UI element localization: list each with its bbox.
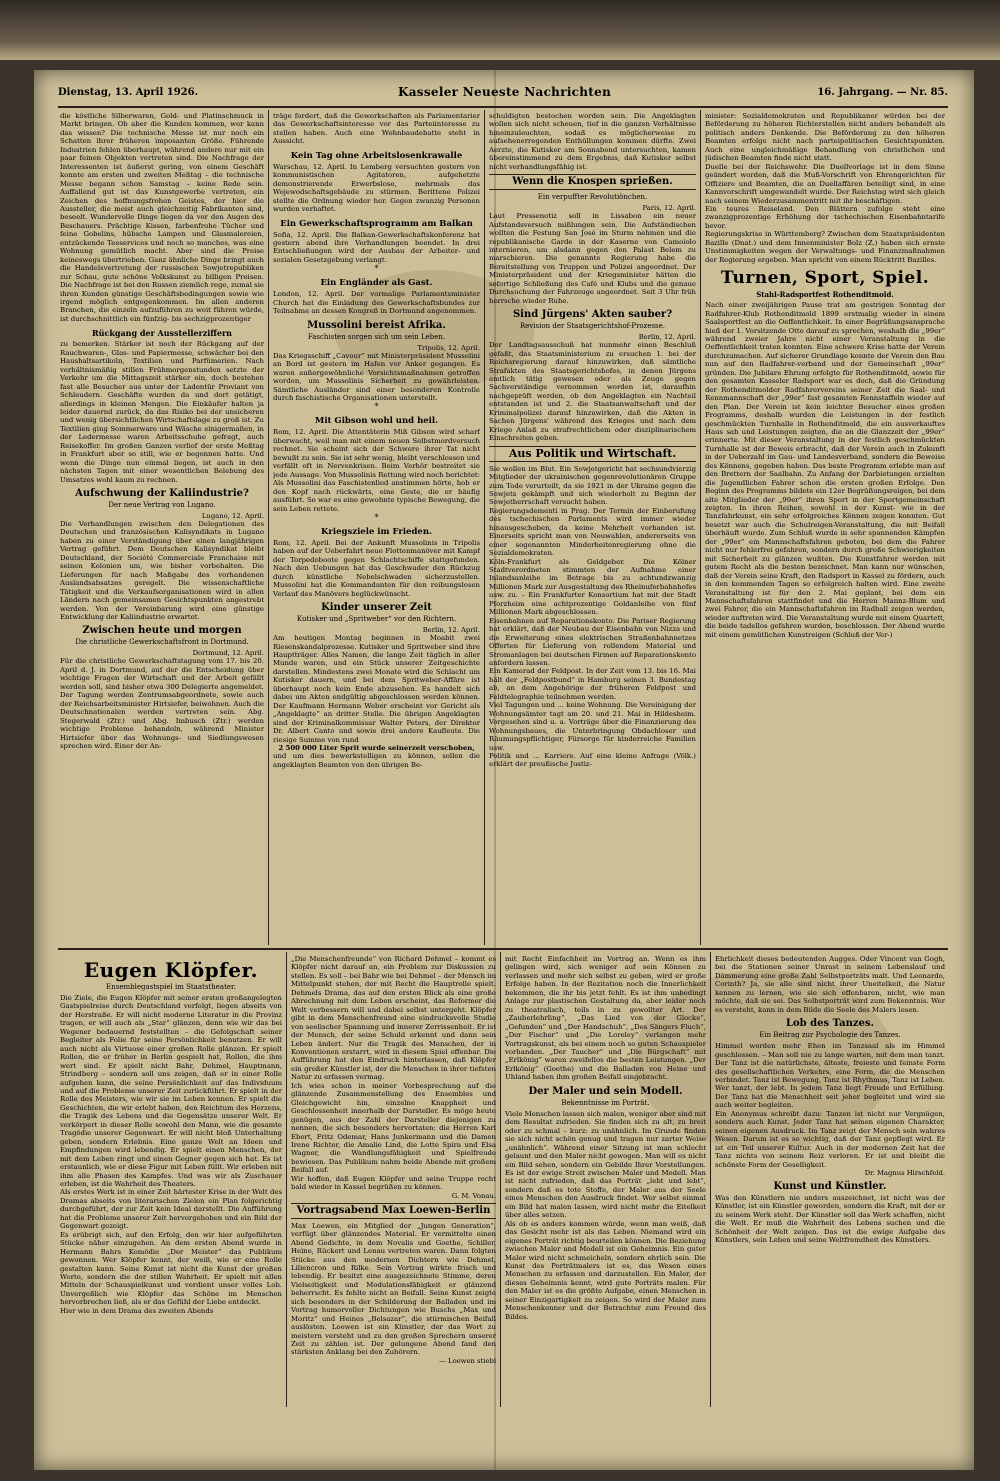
dateline: Paris, 12. April. bbox=[642, 204, 696, 213]
article-column-2 bbox=[273, 112, 480, 944]
dateline: Dortmund, 12. April. bbox=[192, 649, 264, 658]
article-column-1 bbox=[60, 112, 264, 944]
author-signature: Dr. Magnus Hirschfeld. bbox=[864, 1168, 945, 1177]
author-signature: — Loewen stiebl bbox=[439, 1356, 496, 1365]
headline: Mussolini bereist Afrika. bbox=[307, 319, 446, 331]
article-text: „Die Menschenfreunde“ von Richard Dehmel – kommt es Klöpfer nicht darauf an, ein Problem zur Diskussion zu stellen. Es soll – bei Bahr wie bei Dehmel – der Mensch im Mittelpunkt stehen, der mit Recht die Hauptrolle spielt. Dehmels Drama, das auf den ersten Blick als eine große Abrechnung mit dem Leben erscheint, das Reformer die Welt verbessern will und dabei selbst untergeht. Klöpfer gibt in dem Menschenfreund eine eindrucksvolle Studie von seelischer Spannung und innerer Zerrissenheit. Er ist der Mensch, der seine Schuld erkennt und dann sein Leben ändert. Nur die Tragik des Menschen, der in Konventionen erstarrt, wird in diesem Spiel offenbar. Die Aufführung hat den Eindruck hinterlassen, daß Klöpfer ein großer Künstler ist, der die Menschen in ihrer tiefsten Natur zu erfassen vermag. bbox=[291, 955, 496, 1082]
article-text: Politik und ... Karriere. Auf eine kleine Anfrage (Völk.) erklärt der preußische Justiz- bbox=[489, 752, 696, 769]
dateline: Tripolis, 12. April. bbox=[417, 343, 480, 352]
article-text: Ich wies schon in meiner Vorbesprechung auf die glänzende Zusammenstellung des Ensembles und Gleichgewicht hin, einzelne Knappheit und Geschlossenheit innerhalb der Darsteller. Es möge heute genügen, aus der Zahl der Darsteller diejenigen zu nennen, die sich besonders hervortaten: die Herren Karl Ebert, Fritz Odemar, Hans Junkermann und die Damen Irene Richter, die Amalie Lind, die Lotte Spira und Elsa Wagner, die Wandlungsfähigkeit und Spielfreude bewiesen. Das Publikum nahm beide Abende mit großem Beifall auf. bbox=[291, 1081, 496, 1175]
article-text: träge fordert, daß die Gewerkschaften als Parlamentarier das Gewerkschaftsinteresse vor das Parteiinteresse zu stellen haben. Auch eine Wohnbaudebatte steht in Aussicht. bbox=[273, 112, 480, 146]
article-text: Max Loewen, ein Mitglied der „Jungen Generation“, verfügt über glänzendes Material. Er vermittelte einen Abend Gedichte, in dem Novalis und Goethe, Schiller, Heine, Rückert und Lenau vertreten waren. Dann folgten Stücke aus den modernen Dichtern wie Dehmel, Liliencron und Rilke. Sein Vortrag wirkte frisch und lebendig. Er besitzt eine ausgezeichnete Stimme, deren Vielseitigkeit und Modulationsfähigkeit er glänzend beherrscht. Es fehlte nicht an Beifall. Seine Kunst zeigte sich besonders in der Schilderung der Balladen und im Vortrag humorvoller Dichtungen wie Buschs „Max und Moritz“ und Heines „Belsazar“, die stürmischen Beifall auslösten. Loewen ist ein Künstler, der das Wort zu meistern versteht und zu den großen Sprechern unserer Zeit zu zählen ist. Der gelungene Abend fand den stärksten Anklang bei den Zuhörern. bbox=[291, 1221, 496, 1357]
article-text: London, 12. April. Der vormalige Parlamentsminister Church hat die Einladung des Gewerkschaftsbundes zur Teilnahme an dessen Kongreß in Dortmund angenommen. bbox=[273, 290, 480, 316]
article-text: Als erstes Werk ist in einer Zeit härtester Krise in der Welt des Dramas abseits von literarischen Zielen ein Plan folgerichtig durchgeführt, der zur Zeit kein Ideal darstellt. Die Aufführung hat die Probleme unserer Zeit hervorgehoben und ein Bild der Gegenwart gezeigt. bbox=[60, 1188, 282, 1231]
column-rule bbox=[710, 952, 711, 1407]
subline: Ein verpuffter Revolutiönchen. bbox=[537, 193, 648, 202]
article-text: Nach einer zweijährigen Pause trat am gestrigen Sonntag der Radfahrer-Klub Rothenditmold 1899 erstmalig wieder in einem Saalsportfest an die Oeffentlichkeit. In einer Begrüßungsansprache hieß der 1. Vorsitzende Otto darauf zu sprechen, weshalb die „99er“ während zweier Jahre nicht einer Veranstaltung in die Oeffentlichkeit traten konnten. Eine schwere Krise hatte der Verein durchzumachen. Auf sicherer Grundlage konnte der Verein den Bau nun auf den Radfahrer-verband und der Gemeinschaft „99er“ gründen. Die Jubilare Ehrung erfolgte für Rothenditmold, sowie für den gesamten Kasseler Radsport war es doch, daß die Gründung der Rothenditmolder Radfahrervereins seiner Zeit die Saal- und Rennmannschaft der „99er“ fast gesamten Rennstaffeln wieder auf den Plan. Der Verein ist kein leichter Besucher eines großen Programms, deshalb wurden die Leistungen in der festlich geschmückten Turnhalle in Rothenditmold, die ein ausverkauftes Haus sah und Leistungen zeigten, die an die Glanzzeit der „99er“ erinnerte. Mit dieser Veranstaltung in der festlich geschmückten Turnhalle ist der Beweis erbracht, daß der Verein auch in Zukunft in der Ueberzahl im Gau- und Landesverband, sondern die Beweise des Könnens, gegeben haben. Das beste Programm erlebte man auf den Brettern der Saalbahn. Zu Anfang der Darbietungen erzielten die Jugendlichen Fahrer schon die ersten großen Erfolge. Den Beginn des Programms bildete ein 12er Begrüßungsreigen, bei dem alte Mitglieder der „99er“ ihren Sport in der Sportgemeinschaft zeigten. In ihren Reihen, sowohl in der Kunst- wie in der Tanzfahrkunst, ein sehr erfolgreiches Können zeigen konnten. Gut besetzt war auch die Schulreigen-Veranstaltung, die mit Beifall überhäuft wurde. Zum Schluß wurde in sehr spannenden Kämpfen der „99er“ ein Mannschaftsfahren geboten, bei dem die Fahrer nicht nur fehlerfrei gefahren, sondern durch große Schwierigkeiten mit Sicherheit zu glänzen wußten. Die Kunstfahrer werden mit gutem Recht als die besten bezeichnet. Man kann nur wünschen, daß der Verein seine Kraft, den Radsport in Kassel zu fördern, auch in den kommenden Tagen so erfolgreich halten wird. Eine zweite Veranstaltung ist für den 2. Mai geplant, bei dem ein Mannschaftsfahren stattfindet und die Herren Mannz-Blum und zwei Fahrer, die ein Mannschaftsfahren im Radball zeigen werden, wieder auftreten wird. Die Veranstaltung wurde mit einem Quartett, die beide tadellos gefahren wurden, beschlossen. Der Abend wurde mit einem gemütlichen Kunstreigen (Schluß der Ver-) bbox=[705, 301, 945, 639]
article-column-3 bbox=[489, 112, 696, 944]
article-text: schuldigten bestochen worden sein. Die Angeklagten wollen sich nicht scheuen, tief in die ganzen Verhältnisse hineinzuleuchten, sodaß es möglicherweise zu aufsehenerregenden Enthüllungen kommen dürfte. Zwei Aerzte, die Kutisker am Sonnabend untersuchten, kamen übereinstimmend zu dem Ergebnis, daß Kutisker selbst nicht verhandlungsfähig ist. bbox=[489, 112, 696, 171]
article-text: Rom, 12. April. Bei der Ankunft Mussolinis in Tripolis haben auf der Ueberfahrt neue Flottenmanöver mit Kampf der Torpedoboote gegen Schlachtschiffe stattgefunden. Nach den Uebungen hat das Geschwader den Rückzug durch künstliche Nebelschwaden sicherzustellen. Mussolini hat die Kommandanten für den reibungslosen Verlauf des Manövers beglückwünscht. bbox=[273, 538, 480, 598]
article-text: Ein Kamerad der Feldpost. In der Zeit vom 13. bis 16. Mai hält der „Feldpostbund“ in Hamburg seinen 3. Bundestag ab, an dem Angehörige der früheren Feldpost und Feldtelegraphie teilnehmen werden. bbox=[489, 667, 696, 701]
subline: Revision der Staatsgerichtshof-Prozesse. bbox=[519, 322, 666, 331]
dateline: Berlin, 12. April. bbox=[638, 333, 696, 342]
issue-date: Dienstag, 13. April 1926. bbox=[58, 87, 199, 98]
subheading: Rückgang der Ausstellerziffern bbox=[91, 328, 232, 339]
article-text: Als ob es anders kommen würde, wenn man weiß, daß das Gesicht mehr ist als das Leben. Niemand wird ein eigenes Porträt richtig beurteilen können. Die Beziehung zwischen Maler und Modell ist ein Geheimnis. Ein guter Maler wird nicht schmeicheln, sondern ehrlich sein. Die Kunst des Porträtmalers ist es, das Wesen eines Menschen zu erfassen und darzustellen. Ein Maler, der dieses Geheimnis kennt, wird gute Porträts malen. Für den Maler ist es die größte Aufgabe, einen Menschen in seiner Einzigartigkeit zu zeigen. So wird der Maler zum Menschenkenner und der Betrachter zum Freund des Bildes. bbox=[505, 1219, 706, 1321]
headline: Vortragsabend Max Loewen-Berlin bbox=[291, 1203, 496, 1219]
newspaper-title: Kasseler Neueste Nachrichten bbox=[398, 85, 612, 99]
article-text: Hier wie in dem Drama des zweiten Abends bbox=[60, 1306, 214, 1315]
article-text: Rom, 12. April. Die Attentäterin Miß Gibson wird scharf überwacht, weil man mit einem neuen Selbstmordversuch rechnet. Sie scheint sich der Schwere ihrer Tat nicht bewußt zu sein. Sie ist sehr wenig, bleibt verschlossen und verfällt oft in Nervenkrisen. Beim Verhör bestreitet sie jede Aussage. Von Mussolinis Rettung wird noch berichtet: Als Mussolini das Faschistenlied anstimmen hörte, hob er den Kopf nach rückwärts, eine Geste, die er häufig ausführt. So war es eine gewohnte typische Bewegung, die sein Leben rettete. bbox=[273, 428, 480, 513]
article-text: Viel Tagungen und ... keine Wohnung. Die Vereinigung der Wohnungsämter tagt am 20. und 21. Mai in Hildesheim. Vorgesehen sind u. a. Vorträge über die Finanzierung des Wohnungsbaues, die Unterbringung Obdachloser und Räumungspflichtiger, Fürsorge für kinderreiche Familien usw. bbox=[489, 701, 696, 752]
sheet-top-edge bbox=[0, 0, 1000, 60]
column-rule bbox=[286, 952, 287, 1407]
subline: Ensemblegastspiel im Staatstheater. bbox=[106, 983, 236, 991]
article-text: minister: Sozialdemokraten und Republikaner würden bei der Beförderung zu höheren Richterstellen nicht anders behandelt als politisch anders Denkende. Die Beförderung zu den höheren Beamten erfolge nicht nach parteipolitischen Gesichtspunkten. Auch eine ungleichmäßige Behandlung von christlichen und jüdischen Beamten finde nicht statt. bbox=[705, 112, 945, 163]
article-text: die köstliche Silberwaren, Gold- und Platinschmuck in Markt bringen. Ob aber die Kunden kommen, wer kann das wissen? Die technische Messe ist nur noch ein Schatten ihrer früheren imposanten Größe. Führende Industrien fehlen überhaupt, während andere nur mit ein paar feinen Objekten vertreten sind. Die Nachfrage der Interessenten ist äußerst gering, von einem Geschäft konnte am ersten und zweiten Meßtag – die technische Messe begann schon Samstag – keine Rede sein. Auffallend gut ist das Kunstgewerbe vertreten, ein Zeichen des hoffnungsfrohen Geistes, der hier die Aussteller, die meist auch gleichzeitig Fabrikanten sind, beseelt. Wundervolle Dinge liegen da vor den Augen des Beschauers. Prächtige Kissen, farbenfrohe Tücher und feine Gobelins, hübsche Lampen und Glasmalereien, entzückende Teeservices und noch so manches, was eine Wohnung gemütlich macht. Aber sind die Preise keineswegs übertrieben. Ganz ähnliche Dinge bringt auch die Handelsvertretung der russischen Sowjetrepubliken zur Schau, gute schöne Volkskunst zu billigen Preisen. Die Nachfrage ist bei den Russen ziemlich rege, zumal sie ihren Kunden günstige Geschäftsbedingungen sowie wie irgend möglich entgegenkommen. Im allen anderen Branchen, die einzeln aufzuführen zu weit führen würde, ist durchschnittlich ein fünfzig- bis sechzigprozentiger bbox=[60, 112, 264, 323]
headline: Sind Jürgens' Akten sauber? bbox=[512, 309, 673, 321]
article-text: Duelle bei der Reichswehr. Die Duellvorlage ist in dem Sinne geändert worden, daß die Muß-Vorschrift von Ehrengerichten für Offiziere und Beamten, die an Duellaffären beteiligt sind, in eine Kannvorschrift umgewandelt wurde. Der Reichstag wird sich gleich nach seinem Wiederzusammentritt mit ihr beschäftigen. bbox=[705, 162, 945, 205]
article-text: und um dies bewerkstelligen zu können, sollen die angeklagten Beamten von den übrigen Be- bbox=[273, 752, 480, 769]
header-rule bbox=[58, 106, 948, 108]
headline: Wenn die Knospen sprießen. bbox=[489, 174, 696, 190]
article-text: Himmel werden mehr Ehen im Tanzsaal als im Himmel geschlossen. – Man soll nie zu lange warten, mit dem man tanzt. Der Tanz ist die natürlichste, älteste, freieste und feinste Form des gesellschaftlichen Verkehrs, eine Form, die die Menschen verbindet. Tanz ist Bewegung, Tanz ist Rhythmus, Tanz ist Leben. Wer tanzt, der lebt. In jedem Tanz liegt Freude und Erfüllung. Der Tanz hat die Menschheit seit jeher begleitet und wird sie auch weiter begleiten. bbox=[715, 1042, 945, 1110]
subline: Die christliche Gewerkschaftsfront in Dortmund. bbox=[75, 638, 249, 647]
feuilleton-column-2 bbox=[291, 955, 496, 1405]
article-text: Ein teures Reiseland. Den Blättern zufolge steht eine zwanzigprozentige Erhöhung der tschechischen Eisenbahntarife bevor. bbox=[705, 204, 945, 230]
masthead bbox=[58, 85, 948, 105]
article-text: Am heutigen Montag beginnen in Moabit zwei Riesenskandalprozesse. Kutisker und Spritweber sind ihre Hauptträger. Alles Namen, die lange Zeit täglich in aller Munde waren, und ein Stück unserer Zeitgeschichte darstellen. Mindestens zwei Monate wird die Schlacht um Kutisker dauern, und bei dem Spritweber-Affäre ist überhaupt noch kein Ende abzusehen. Es handelt sich dabei um Akten endgültig abgeschlossen werden können. Der Kaufmann Hermann Weber erscheint vor Gericht als „Angeklagte“ an dritter Stelle. Die übrigen Angeklagten sind der Kriminalkommissar Walter Peters, der Direktor Dr. Albert Canto und sowie drei andere Kaufleute. Die riesige Summe von rund bbox=[273, 634, 480, 744]
headline: Kunst und Künstler. bbox=[773, 1180, 887, 1192]
article-text: Für die christliche Gewerkschaftstagung vom 17. bis 20. April d. J. in Dortmund, auf der die Entscheidung über wichtige Fragen der Wirtschaft und der Arbeit gefällt werden soll, sind bisher etwa 300 Delegierte angemeldet. Der Tagung werden Zentrumsabgeordnete, sowie auch der Reichsarbeitsminister Hirtsiefer, beiwohnen. Auch die Deutschnationalen werden vertreten sein. Abg. Stegerwald (Ztr.) und Abg. Imbusch (Ztr.) werden wichtige Probleme behandeln, während Minister Hirtsiefer über das Wohnungs- und Siedlungswesen sprechen wird. Einer der An- bbox=[60, 657, 264, 750]
separator-star: * bbox=[374, 512, 379, 522]
headline: Kinder unserer Zeit bbox=[321, 602, 432, 614]
section-rule bbox=[58, 948, 948, 950]
dateline: Lugano, 12. April. bbox=[201, 512, 264, 521]
article-column-4 bbox=[705, 112, 945, 944]
article-text: Die Ziele, die Eugen Klöpfer mit seiner ersten großangelegten Gastspielreise durch Deutschland verfolgt, liegen abseits von der Herstraße. Er will nicht moderne Literatur in die Provinz tragen, er will auch als „Star“ glänzen, denn wie wir das bei Wegener bedauernd feststellten – die Gefolgschaft seiner Begleiter als Folie für seine Persönlichkeit benutzen. Er will auch nicht als Virtuose einer großen Rolle glänzen. Er spielt Rollen, die er früher in Berlin gespielt hat, Rollen, die ihm wert sind. Er spielt nicht Bahr, Dehmel, Hauptmann, Strindberg – sondern soll uns zeigen, daß er in einer Rolle aufgehen kann, die seine Persönlichkeit auf das Individuum und auf die Probleme unserer Zeit zurückführt. Er spielt in der Rolle des Meisters, wie wir sie im Leben kennen. Er spielt die Geschichten, die wir erlebt haben, den Reichtum des Herzens, die Tragik des Lebens und die Gegensätze unserer Welt. Er verkörpert in dieser Rolle sowohl den Mann, wie die gesamte Tragödie unserer Gegenwart. Er will nicht bloß Unterhaltung geben, sondern Erlebnis. Eine ganze Welt an Ideen und Empfindungen wird lebendig. Er spielt einen Menschen, der mit dem Leben ringt und einen Gegner gegen sich hat. Es ist erstaunlich, wie er diese Figur mit Leben füllt. Wir erleben mit ihm alle Phasen des Kampfes. Und was wir als Zuschauer erleben, ist die Wahrheit des Theaters. bbox=[60, 994, 282, 1188]
article-text: mit Recht Einfachheit im Vortrag an. Wenn es ihm gelingen wird, sich weniger auf sein Können zu verlassen und mehr sich selbst zu geben, wird er große Erfolge haben. In der Rezitation noch die Innerlichkeit bekommen, die ihr bis jetzt fehlt. Es ist ihm unbedingt Anlage zur plastischen Gestaltung da, aber leider noch zu theatralisch, teils in zu gewollter Art. Der „Zauberlehrling“, „Das Lied von der Glocke“, „Gefunden“ und „Der Handschuh“, „Des Sängers Fluch“, „Der Fischer“ und „Die Loreley“ verlangen mehr Vortragskunst, als bei einem noch so guten Schauspieler vorhanden. „Der Taucher“ und „Die Bürgschaft“ mit „Erlkönig“ waren zweifellos die besten Leistungen. „Der Erlkönig“ (Goethe) und die Balladen von Heine und Uhland haben ihm großen Beifall eingebracht. bbox=[505, 955, 706, 1082]
headline: Mit Gibson wohl und heil. bbox=[314, 416, 439, 427]
article-text: Das Kriegsschiff „Cavour“ mit Ministerpräsident Mussolini an Bord ist gestern im Hafen vor Anker gegangen. Es waren außergewöhnliche Vorsichtsmaßnahmen getroffen worden, um Mussolinis Sicherheit zu gewährleisten. Sämtliche Ausländer sind einer besonderen Kontrolle durch faschistische Organisationen unterstellt. bbox=[273, 351, 480, 402]
subline: Ein Beitrag zur Psychologie des Tanzes. bbox=[759, 1031, 901, 1040]
separator-star: * bbox=[374, 264, 379, 274]
article-text: Ein Anonymus schreibt dazu: Tanzen ist nicht nur Vergnügen, sondern auch Kunst. Jeder Tanz hat seinen eigenen Charakter, seinen eigenen Ausdruck. Im Tanz zeigt der Mensch sein wahres Wesen. Darum ist es so wichtig, daß der Tanz gepflegt wird. Er ist ein Teil unserer Kultur. Auch in der modernen Zeit hat der Tanz nichts von seinem Reiz verloren. Er ist und bleibt die schönste Form der Geselligkeit. bbox=[715, 1109, 945, 1169]
headline: Der Maler und sein Modell. bbox=[528, 1085, 683, 1097]
article-highlight: 2 500 000 Liter Sprit wurde seinerzeit verschoben, bbox=[278, 744, 475, 753]
headline: Kein Tag ohne Arbeitslosenkrawalle bbox=[290, 150, 463, 161]
article-text: Viele Menschen lassen sich malen, weniger aber sind mit dem Resultat zufrieden. Sie finden sich zu alt, zu breit oder zu schmal – kurz: zu unähnlich. Im Grunde finden sie sich nicht schön genug und tragen nur zarter Weise „unähnlich“. Während einer Sitzung ist man schlecht gelaunt und den Maler nicht gewogen. Man will es nicht ein Bild sehen, sondern ein Gebilde Ihrer Vorstellungen. Es ist der ewige Streit zwischen Maler und Modell. Man ist nicht zufrieden, daß das Porträt „lebt und lebt“, sondern daß es tote Stoffe, der Maler aus der Seele eines Menschen den Ausdruck findet. Wer selbst einmal ein Bild hat malen lassen, wird nicht mehr die Eitelkeit über alles setzen. bbox=[505, 1109, 706, 1220]
article-text: Sie wollen im Blut. Ein Sowjetgericht hat sechsundvierzig Mitglieder der ukrainischen gegenrevolutionären Gruppe zum Tode verurteilt, da sie 1921 in der Ukraine gegen die Sowjets gekämpft und sich wiederholt zu Beginn der Sowjetherrschaft versucht haben. bbox=[489, 464, 696, 507]
article-text: Regierungsdementi in Prag. Der Termin der Einberufung des tschechischen Parlaments wird immer wieder hinausgeschoben, da keine Mehrheit vorhanden ist. Einerseits spricht man von Neuwahlen, andererseits von einer sogenannten Minderheitenregierung ohne die Sozialdemokraten. bbox=[489, 506, 696, 558]
headline: Ein Engländer als Gast. bbox=[320, 278, 433, 289]
article-text: zu bemerken. Stärker ist noch der Rückgang auf der Rauchwaren-, Glas- und Papiermesse, schwächer bei den Haushaltsartikeln, Textilien und Parfümerien. Nach verhältnismäßig stillen Frühmorgenstunden setzte der Verkehr um die Mittagszeit stärker ein, doch bestehen fast alle Besucher aus unter der Ladentür Proviant von Schleudern. Geschäfte wurden da und dort getätigt, allerdings in kleinen Mengen. Die Einkäufer halten ja leider dauernd zurück, da das Risiko bei der unsicheren und wenig übersichtlichen Wirtschaftslage zu groß ist. Zu Textilien ging Sommerware und Wäsche einigermaßen, in der Ledermesse waren Arbeitsschuhe gefragt, auch Reisekoffer. Im großen Ganzen verlief der erste Meßtag in Frankfurt aber so still, wie er begonnen hatte. Und wenn die Dinge nun einmal liegen, ist auch in den nächsten Tagen mit einer wesentlichen Belebung des Umsatzes wohl kaum zu rechnen. bbox=[60, 340, 264, 484]
separator-star: * bbox=[374, 402, 379, 412]
feuilleton-column-4 bbox=[715, 955, 945, 1405]
subline: Der neue Vertrag von Lugano. bbox=[108, 501, 216, 510]
subline: Bekenntnisse im Porträt. bbox=[561, 1098, 650, 1107]
column-rule bbox=[500, 952, 501, 1407]
headline: Aus Politik und Wirtschaft. bbox=[489, 446, 696, 462]
article-text: Es erübrigt sich, auf den Erfolg, den wir hier aufgeführten Stücke näher einzugehen. An dem ersten Abend wurde in Hermann Bahrs Komödie „Der Meister“ das Publikum gewonnen. Wer Klöpfer kennt, der weiß, wie er eine Rolle gestalten kann. Seine Kunst ist nicht die Kunst der großen Worte, sondern die der stillen Wahrheit. Er spielt mit allen Mitteln der Schauspielkunst und verdient unser volles Lob. Unvergeßlich wie Klöpfer das Schöne im Menschen hervorbrechen ließ, als er das Gefühl der Liebe entdeckt. bbox=[60, 1230, 282, 1307]
column-rule bbox=[268, 110, 269, 945]
headline: Lob des Tanzes. bbox=[785, 1018, 875, 1030]
column-rule bbox=[484, 110, 485, 945]
dateline: Berlin, 12. April. bbox=[422, 626, 480, 635]
article-text: Köln-Frankfurt als Geldgeber. Die Kölner Stadtverordneten stimmten der Aufnahme einer Inlandsanleihe im Betrage bis zu achtundzwanzig Millionen Mark zur Ausgestaltung des Rheinuferbahnhofes usw. zu. – Ein Frankfurter Konsortium hat mit der Stadt Pforzheim eine achtprozentige Goldanleihe von fünf Millionen Mark abgeschlossen. bbox=[489, 557, 696, 617]
column-rule bbox=[700, 110, 701, 945]
subline: Kutisker und „Spritweber“ vor den Richtern. bbox=[296, 615, 457, 624]
article-text: Der Landtagsausschuß hat nunmehr einen Beschluß gefaßt, das Staatsministerium zu ersuchen 1. bei der Reichsregierung darauf hinzuwirken, daß sämtliche Strafakten des Staatsgerichtshofes, in denen Jürgens amtlich tätig gewesen oder als Zeuge gegen Sachverständige vernommen worden ist, daraufhin nachgeprüft werden, ob den Angeklagten ein Nachteil entstanden ist und 2. die Staatsanwaltschaft und der Kriminalpolizei darauf hinzuwirken, daß die Akten in Sachen Jürgens' während des Krieges und nach dem Kriege Anlaß zu strafrechtlichem oder disziplinarischem Einschreiten geben. bbox=[489, 341, 696, 443]
headline: Aufschwung der Kaliindustrie? bbox=[75, 488, 249, 500]
article-text: Ehrlichkeit dieses bedeutenden Augges. Oder Vincent van Gogh, bei die Stationen seiner Unrast in seinem Lebenslauf und Dämmerung eine große Zahl Selbstporträts malt. Und Leonardo, Corinth? Ja, sie alle sind nicht ihrer Uneitelkeit, die Natur kennen zu lernen, wie sie sich offenbaren, nicht, wie man möchte, daß sie sei. Das Selbstporträt wird zum Bekenntnis. Wer es versteht, kann in dem Bilde die Seele des Malers lesen. bbox=[715, 955, 945, 1014]
article-text: Wir hoffen, daß Eugen Klöpfer und seine Truppe recht bald wieder in Kassel begrüßen zu können. bbox=[291, 1174, 496, 1192]
article-text: Eisenbahnen auf Reparationskonto. Die Pariser Regierung hat erklärt, daß der Neubau der Eisenbahn von Nizza und die Erweiterung eines elektrischen Straßenbahnnetzes Offerten für Lieferung von rollendem Material und Stromanlagen bei deutschen Firmen auf Reparationskonto anfordern lassen. bbox=[489, 616, 696, 668]
feuilleton-column-1 bbox=[60, 955, 282, 1405]
section-headline: Turnen, Sport, Spiel. bbox=[720, 268, 930, 289]
feuilleton-column-3 bbox=[505, 955, 706, 1405]
issue-number: 16. Jahrgang. — Nr. 85. bbox=[817, 87, 948, 98]
article-text: Die Verhandlungen zwischen den Delegationen des Deutschen und französischen Kalisyndikats in Lugano haben zu einer Verständigung über einen langjährigen Vertrag geführt. Dem Deutschen Kalisyndikat bleibt Deutschland, der Société Commerciale Franchaise mit seinen Kolonien um, wie bisher vorbehalten. Die Lieferungen für nach Maßgabe des vorhandenen Auslandsabsatzes geregelt. Die wissenschaftliche Tätigkeit und die Verkaufsorganisationen wird in allen Ländern nach gemeinsamen Gesichtspunkten angestrebt werden. Von der Vereinbarung wird eine günstige Entwicklung der Kaliindustrie erwartet. bbox=[60, 520, 264, 622]
headline: Kriegsziele im Frieden. bbox=[321, 526, 432, 537]
section-headline: Eugen Klöpfer. bbox=[83, 958, 259, 982]
subline: Stahl-Radsportfest Rothenditmold. bbox=[756, 290, 894, 300]
article-text: Warschau, 12. April. In Lemberg versuchten gestern von kommunistischen Agitatoren, aufgehetzte demonstrierende Erwerbslose, mehrmals das Wojewodschaftsgebäude zu stürmen. Berittene Polizei stellte die Ordnung wieder her. Gegen zwanzig Personen wurden verhaftet. bbox=[273, 162, 480, 214]
author-signature: G. M. Vonau. bbox=[451, 1191, 496, 1200]
article-text: Laut Pressenotiz soll in Lissabon ein neuer Aufstandsversuch mißlungen sein. Die Aufständischen wollten die Festung San José im Sturm nehmen und die republikanische Garde in der Kaserne von Camoiolo internieren, um alsdann gegen den Palast Belem zu marschieren. Die genannte Regierung habe die Bereitstellung von Truppen und Polizei angeordnet. Der Ministerpräsident und der Kriegsminister hätten die sofortige Schließung des Café und Klubs und die genaue Durchsuchung der Fahrzeuge angeordnet. Seit 3 Uhr früh herrsche wieder Ruhe. bbox=[489, 212, 696, 305]
subline: Faschisten sorgen sich um sein Leben. bbox=[307, 332, 446, 341]
headline: Zwischen heute und morgen bbox=[82, 625, 242, 637]
headline: Ein Gewerkschaftsprogramm am Balkan bbox=[280, 218, 473, 229]
article-text: Was den Künstlern nie anders auszeichnet, ist nicht was der Künstler, ist ein Künstler geworden, sondern die Kraft, mit der er zu seinem Werk steht. Der Künstler soll das Werk schaffen, nicht die Welt. Er muß die Wahrheit des Lebens suchen und die Schönheit der Welt zeigen. Das ist die ewige Aufgabe des Künstlers, sein Leben und seine Weltfremdheit des Künstlers. bbox=[715, 1193, 945, 1245]
article-text: Sofia, 12. April. Die Balkan-Gewerkschaftskonferenz hat gestern abend ihre Verhandlungen beendet. In drei Entschließungen wird der Ausbau der Arbeiter- und sozialen Gesetzgebung verlangt. bbox=[273, 230, 480, 264]
article-text: Regierungskrise in Württemberg? Zwischen dem Staatspräsidenten Bazille (Dnat.) und dem Innenminister Bolz (Z.) haben sich ernste Unstimmigkeiten wegen der Verwaltungs- und Finanzmaßnahmen der Regierung ergeben. Man spricht von einem Rücktritt Bazilles. bbox=[705, 230, 945, 264]
